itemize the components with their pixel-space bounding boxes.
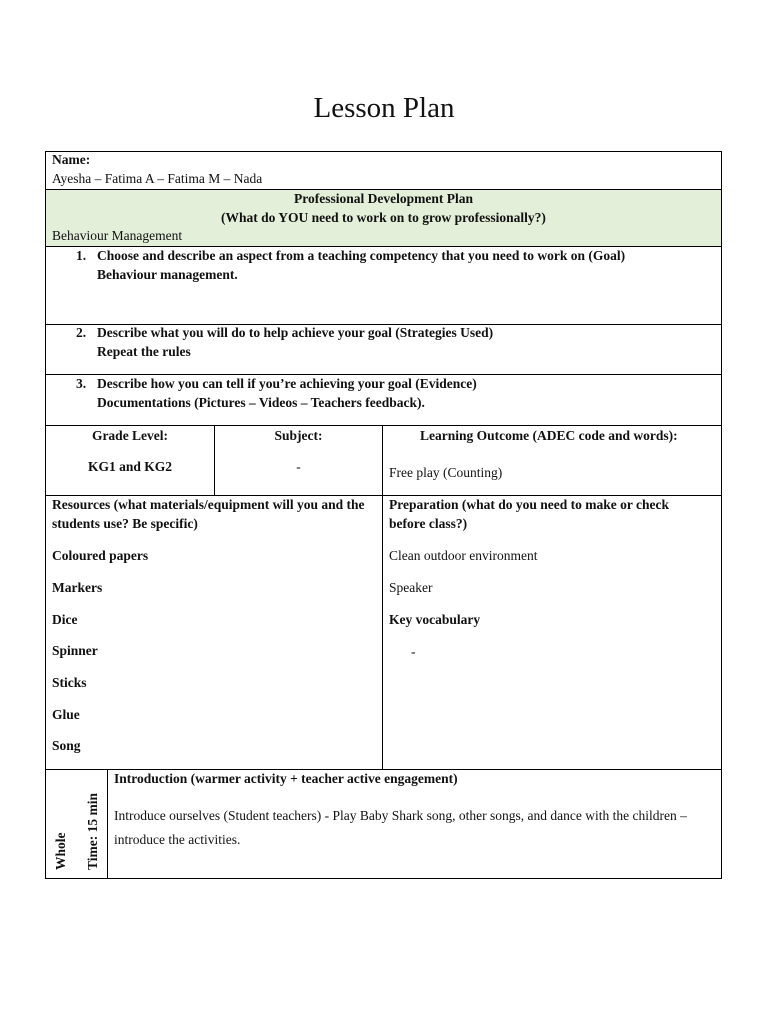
resources-label: students use? Be specific)	[52, 516, 198, 531]
section-side-label: Whole	[53, 832, 68, 870]
resource-item: Dice	[52, 612, 78, 627]
goal-number: 3.	[76, 376, 87, 391]
resource-item: Spinner	[52, 643, 98, 658]
goal-answer: Behaviour management.	[97, 267, 238, 282]
column-divider	[382, 425, 383, 769]
subject-label: Subject:	[274, 428, 323, 443]
introduction-text: introduce the activities.	[114, 832, 241, 847]
key-vocabulary-label: Key vocabulary	[389, 612, 481, 627]
preparation-label: before class?)	[389, 516, 468, 531]
resources-label: Resources (what materials/equipment will you and the	[52, 497, 365, 512]
student-names: Ayesha – Fatima A – Fatima M – Nada	[52, 171, 263, 186]
resource-item: Glue	[52, 707, 80, 722]
pdp-value: Behaviour Management	[52, 228, 183, 243]
goal-question: Describe what you will do to help achieve your goal (Strategies Used)	[97, 325, 494, 340]
name-label: Name:	[52, 152, 91, 167]
preparation-item: Speaker	[389, 580, 433, 595]
goal-answer: Repeat the rules	[97, 344, 191, 359]
introduction-heading: Introduction (warmer activity + teacher active engagement)	[114, 771, 458, 786]
goal-answer: Documentations (Pictures – Videos – Teachers feedback).	[97, 395, 425, 410]
resource-item: Sticks	[52, 675, 87, 690]
column-divider	[107, 769, 108, 878]
resource-item: Markers	[52, 580, 103, 595]
goal-question: Describe how you can tell if you’re achieving your goal (Evidence)	[97, 376, 477, 391]
pdp-subheading: (What do YOU need to work on to grow professionally?)	[221, 210, 546, 225]
pdp-heading: Professional Development Plan	[294, 191, 473, 206]
introduction-text: Introduce ourselves (Student teachers) - Play Baby Shark song, other songs, and dance with the children –	[114, 808, 687, 823]
page-title: Lesson Plan	[313, 92, 455, 124]
resource-item: Song	[52, 738, 81, 753]
table-border-top	[45, 151, 722, 152]
resource-item: Coloured papers	[52, 548, 149, 563]
outcome-value: Free play (Counting)	[389, 465, 503, 480]
subject-value: -	[296, 459, 301, 474]
goal-number: 1.	[76, 248, 87, 263]
grade-label: Grade Level:	[91, 428, 169, 443]
grade-value: KG1 and KG2	[87, 459, 173, 474]
goal-number: 2.	[76, 325, 87, 340]
section-time-label: Time: 15 min	[85, 793, 100, 870]
table-border-bottom	[45, 878, 722, 879]
key-vocabulary-value: -	[411, 644, 416, 659]
outcome-label: Learning Outcome (ADEC code and words):	[420, 428, 678, 443]
preparation-label: Preparation (what do you need to make or check	[389, 497, 669, 512]
preparation-item: Clean outdoor environment	[389, 548, 538, 563]
goal-question: Choose and describe an aspect from a teaching competency that you need to work on (Goal)	[97, 248, 626, 263]
